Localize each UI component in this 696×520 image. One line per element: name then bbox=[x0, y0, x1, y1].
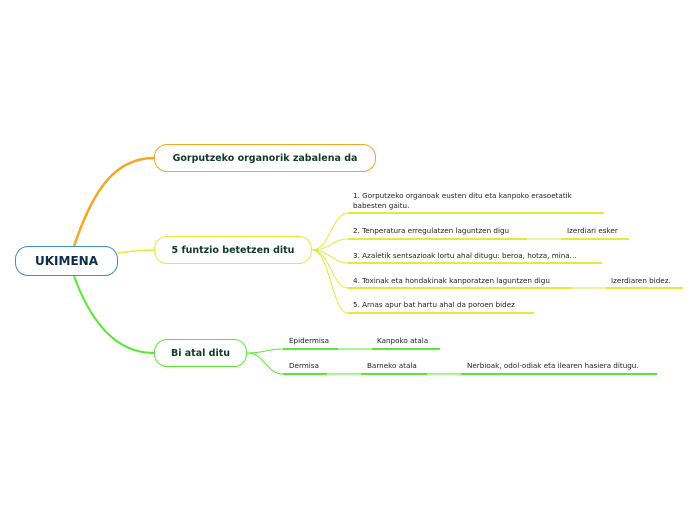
part-dermis-detail[interactable]: Nerbioak, odol-odiak eta ilearen hasiera ditugu. bbox=[467, 361, 639, 370]
function-note-2[interactable]: Izerdiari esker bbox=[567, 226, 618, 235]
branch-largest-organ[interactable]: Gorputzeko organorik zabalena da bbox=[154, 144, 376, 172]
function-note-4[interactable]: Izerdiaren bidez. bbox=[611, 276, 671, 285]
root-node[interactable]: UKIMENA bbox=[15, 246, 118, 276]
link-m3-p1 bbox=[247, 349, 283, 353]
part-dermis-layer[interactable]: Barneko atala bbox=[367, 361, 417, 370]
link-root-m2 bbox=[118, 250, 154, 253]
branch-five-functions[interactable]: 5 funtzio betetzen ditu bbox=[154, 236, 312, 264]
function-item-5[interactable]: 5. Arnas apur bat hartu ahal da poroen bidez bbox=[353, 300, 515, 309]
link-root-m3 bbox=[74, 276, 154, 353]
link-m3-p2 bbox=[247, 353, 283, 374]
part-epidermis-layer[interactable]: Kanpoko atala bbox=[377, 336, 429, 345]
function-item-2[interactable]: 2. Tenperatura erregulatzen laguntzen digu bbox=[353, 226, 510, 235]
link-root-m1 bbox=[74, 158, 154, 246]
branch-two-parts[interactable]: Bi atal ditu bbox=[154, 339, 247, 367]
link-m2-f5 bbox=[312, 250, 348, 313]
function-item-1[interactable]: 1. Gorputzeko organoak eusten ditu eta kanpoko erasoetatik babesten gaitu. bbox=[353, 191, 572, 210]
part-dermis[interactable]: Dermisa bbox=[289, 361, 319, 370]
function-item-4[interactable]: 4. Toxinak eta hondakinak kanporatzen laguntzen digu bbox=[353, 276, 550, 285]
function-item-3[interactable]: 3. Azaletik sentsazioak lortu ahal ditugu: beroa, hotza, mina... bbox=[353, 251, 577, 260]
part-epidermis[interactable]: Epidermisa bbox=[289, 336, 330, 345]
